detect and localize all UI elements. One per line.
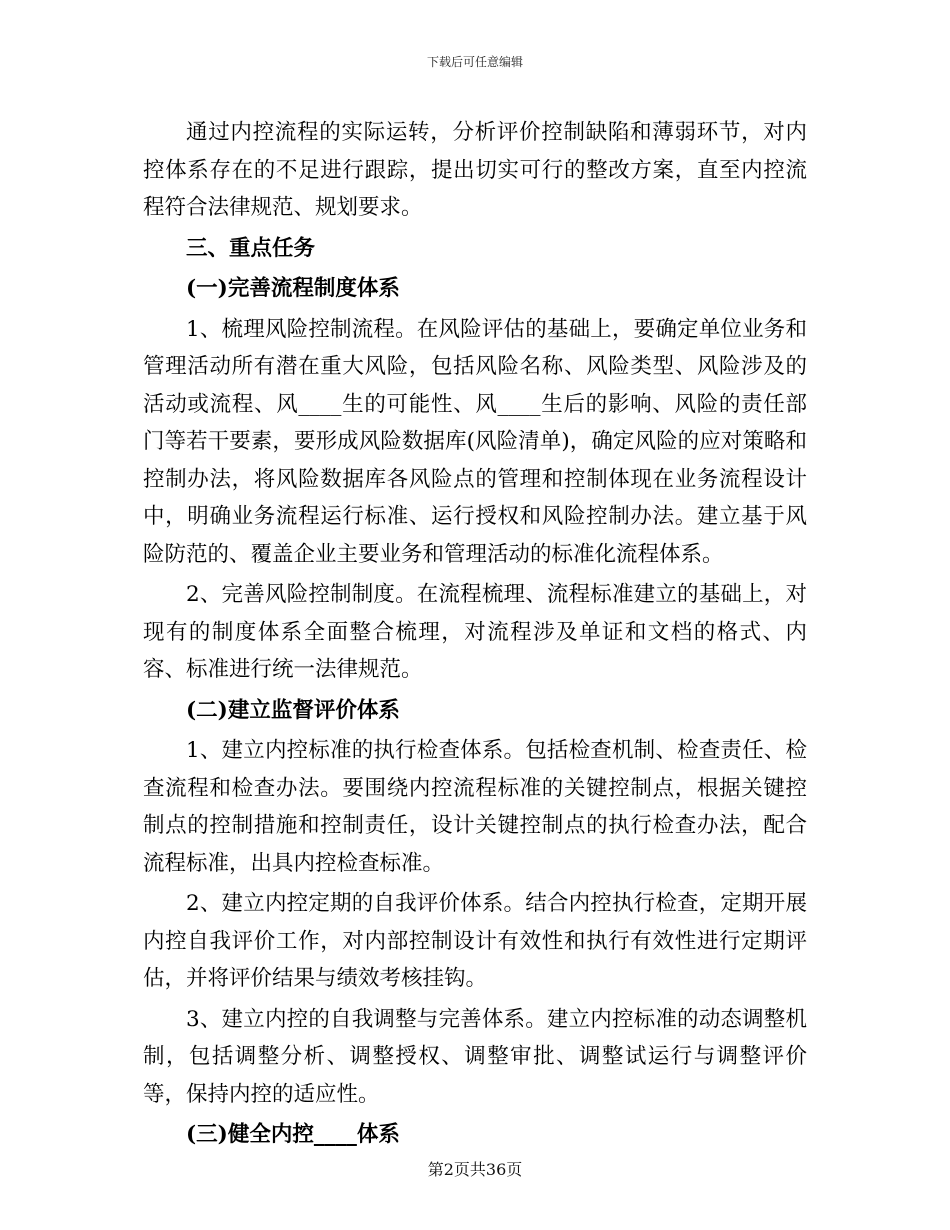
subsection-heading-1: (一)完善流程制度体系: [186, 276, 400, 301]
paragraph-risk-process: 1、梳理风险控制流程。在风险评估的基础上，要确定单位业务和管理活动所有潜在重大风险，包括风险名称、风险类型、风险涉及的活动或流程、风____生的可能性、风____生后的影响、风险的责任部门等若干要素，要形成风险数据库(风险清单)，确定风险的应对策略和控制办法，将风险数据库各风险点的管理和控制体现在业务流程设计中，明确业务流程运行标准、运行授权和风险控制办法。建立基于风险防范的、覆盖企业主要业务和管理活动的标准化流程体系。: [143, 316, 807, 567]
section-heading-key-tasks: 三、重点任务: [186, 235, 316, 261]
page-header: 下载后可任意编辑: [426, 55, 523, 69]
subsection-heading-3: (三)健全内控____体系: [186, 1122, 400, 1147]
paragraph-intro: 通过内控流程的实际运转，分析评价控制缺陷和薄弱环节，对内控体系存在的不足进行跟踪，提出切实可行的整改方案，直至内控流程符合法律规范、规划要求。: [143, 120, 807, 220]
paragraph-self-evaluation: 2、建立内控定期的自我评价体系。结合内控执行检查，定期开展内控自我评价工作，对内部控制设计有效性和执行有效性进行定期评估，并将评价结果与绩效考核挂钩。: [143, 891, 807, 991]
subsection-heading-2: (二)建立监督评价体系: [186, 697, 400, 723]
paragraph-self-adjustment: 3、建立内控的自我调整与完善体系。建立内控标准的动态调整机制，包括调整分析、调整授权、调整审批、调整试运行与调整评价等，保持内控的适应性。: [143, 1006, 807, 1107]
paragraph-risk-system: 2、完善风险控制制度。在流程梳理、流程标准建立的基础上，对现有的制度体系全面整合梳理，对流程涉及单证和文档的格式、内容、标准进行统一法律规范。: [143, 582, 807, 682]
page-footer: 第2页共36页: [427, 1160, 523, 1179]
document-body: [143, 114, 807, 1154]
paragraph-inspection: 1、建立内控标准的执行检查体系。包括检查机制、检查责任、检查流程和检查办法。要围绕内控流程标准的关键控制点，根据关键控制点的控制措施和控制责任，设计关键控制点的执行检查办法，配合流程标准，出具内控检查标准。: [143, 738, 807, 876]
